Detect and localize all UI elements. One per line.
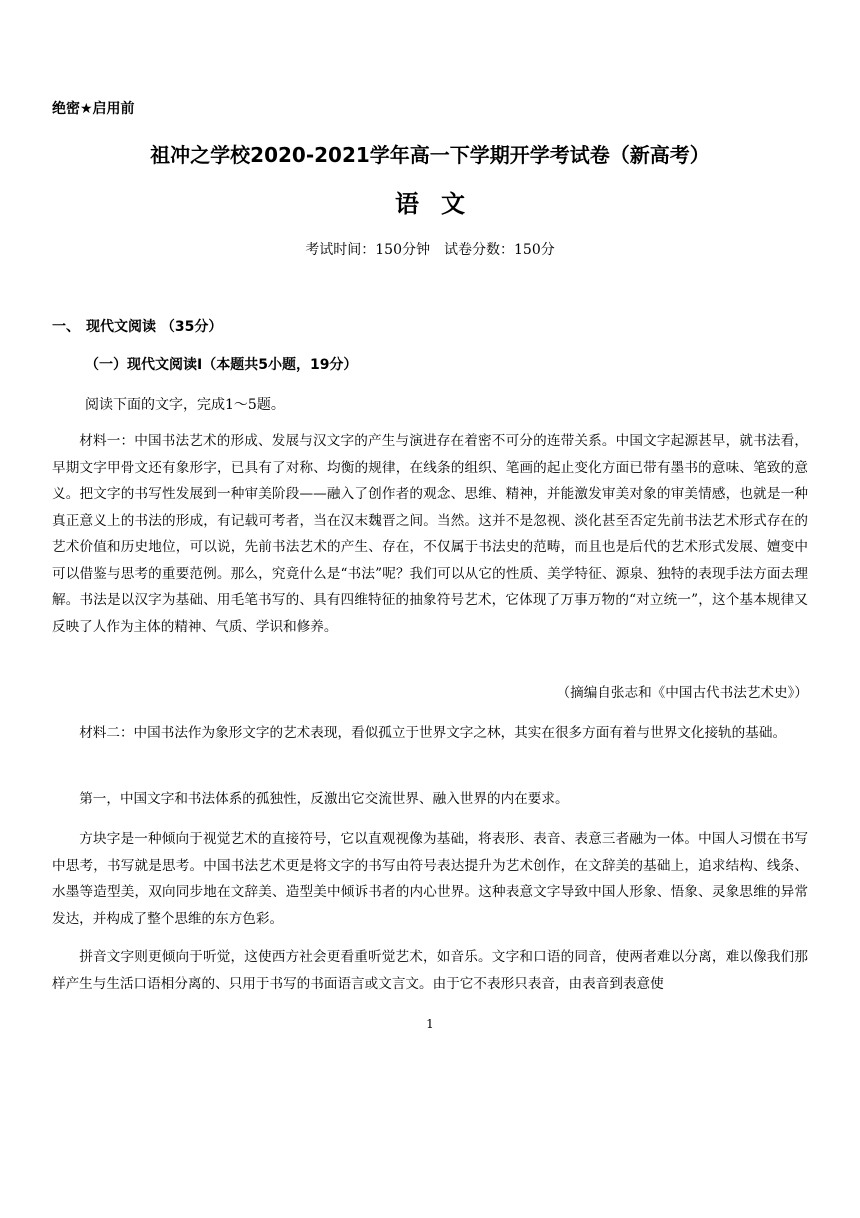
sub-section-heading: （一）现代文阅读Ⅰ（本题共5小题，19分） [85,357,358,373]
section-title: 现代文阅读 （35分） [86,319,223,335]
subject-title: 语文 [395,190,487,218]
material-two-point-one: 第一，中国文字和书法体系的孤独性，反激出它交流世界、融入世界的内在要求。 [79,791,569,807]
exam-time: 考试时间：150分钟 [305,242,430,258]
exam-info [0,239,860,261]
page-number: 1 [426,1017,434,1031]
material-one-paragraph: 材料一：中国书法艺术的形成、发展与汉文字的产生与演进存在着密不可分的连带关系。中国文字起源甚早，就书法看，早期文字甲骨文还有象形字，已具有了对称、均衡的规律，在线条的组织、笔画的起止变化方面已带有墨书的意味、笔致的意义。把文字的书写性发展到一种审美阶段——融入了创作者的观念、思维、精神，并能激发审美对象的审美情感，也就是一种真正意义上的书法的形成，有记载可考者，当在汉末魏晋之间。当然。这并不是忽视、淡化甚至否定先前书法艺术形式存在的艺术价值和历史地位，可以说，先前书法艺术的产生、存在，不仅属于书法史的范畴，而且也是后代的艺术形式发展、嬗变中可以借鉴与思考的重要范例。那么，究竟什么是“书法”呢？我们可以从它的性质、美学特征、源泉、独特的表现手法方面去理解。书法是以汉字为基础、用毛笔书写的、具有四维特征的抽象符号艺术，它体现了万事万物的“对立统一”，这个基本规律又反映了人作为主体的精神、气质、学识和修养。 [52,433,808,635]
material-two-intro: 材料二：中国书法作为象形文字的艺术表现，看似孤立于世界文字之林，其实在很多方面有着与世界文化接轨的基础。 [79,725,787,741]
exam-score: 试卷分数：150分 [444,242,555,258]
reading-instruction: 阅读下面的文字，完成1～5题。 [85,397,285,413]
confidential-label: 绝密★启用前 [52,101,135,117]
section-number: 一、 [52,319,80,335]
material-one-source: （摘编自张志和《中国古代书法艺术史》） [556,685,808,701]
exam-title: 祖冲之学校2020-2021学年高一下学期开学考试卷（新高考） [150,143,710,167]
section-heading [52,316,222,338]
material-two-paragraph-two: 拼音文字则更倾向于听觉，这使西方社会更看重听觉艺术，如音乐。文字和口语的同音，使两者难以分离，难以像我们那样产生与生活口语相分离的、只用于书写的书面语言或文言文。由于它不表形只表音，由表音到表意使 [52,949,808,992]
material-two-paragraph-one: 方块字是一种倾向于视觉艺术的直接符号，它以直观视像为基础，将表形、表音、表意三者融为一体。中国人习惯在书写中思考，书写就是思考。中国书法艺术更是将文字的书写由符号表达提升为艺术创作，在文辞美的基础上，追求结构、线条、水墨等造型美，双向同步地在文辞美、造型美中倾诉书者的内心世界。这种表意文字导致中国人形象、悟象、灵象思维的异常发达，并构成了整个思维的东方色彩。 [52,831,808,927]
